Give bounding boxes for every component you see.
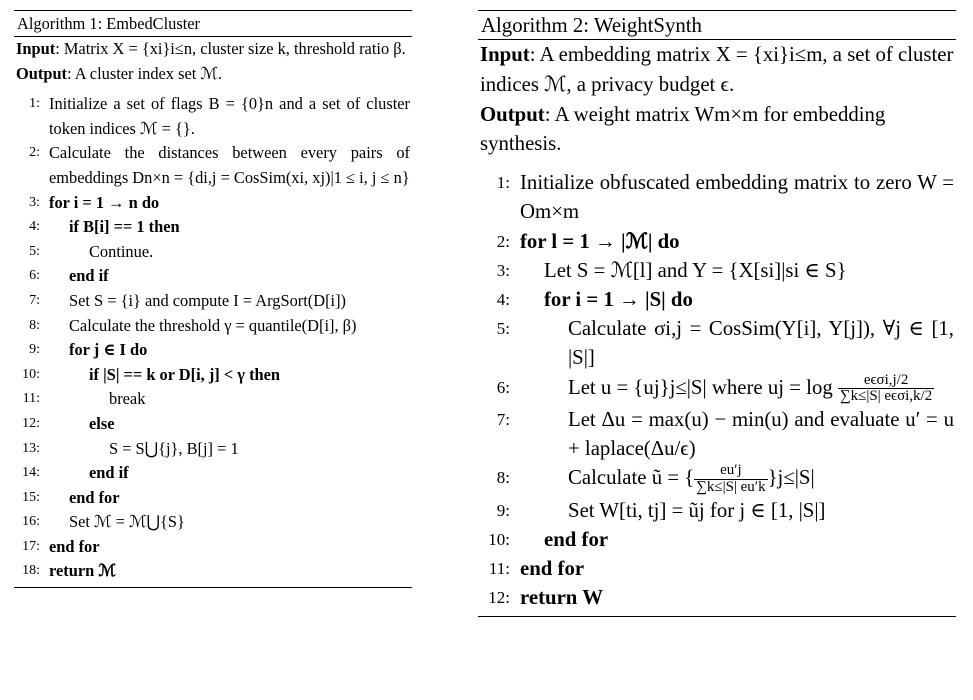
algorithm-line: [16, 240, 410, 265]
line-number: 14:: [22, 465, 40, 481]
line-text: [520, 525, 954, 554]
line-content: for l = 1 → |ℳ| do: [520, 229, 680, 253]
fraction-denominator: ∑k≤|S| eϵσi,k/2: [839, 388, 933, 405]
line-number: 10:: [22, 366, 40, 382]
line-content: return ℳ: [49, 561, 116, 581]
fraction-numerator: eu′j: [694, 463, 767, 480]
line-text: [49, 387, 410, 412]
line-text: [49, 510, 410, 535]
line-text: [520, 554, 954, 583]
line-number: 13:: [22, 440, 40, 456]
line-number: 1:: [29, 96, 40, 112]
line-number: 10:: [488, 530, 510, 550]
algorithm-line: [16, 215, 410, 240]
fraction-denominator: ∑k≤|S| eu′k: [696, 479, 766, 496]
line-text: [49, 215, 410, 240]
algorithm-title: Algorithm 1: EmbedCluster: [17, 14, 201, 33]
line-text: [520, 405, 954, 463]
line-content: Set ℳ = ℳ⋃{S}: [69, 512, 185, 532]
line-number: 17:: [22, 538, 40, 554]
algorithm-line: [480, 496, 954, 525]
line-text: [520, 314, 954, 372]
line-text: [49, 437, 410, 462]
line-text: [520, 373, 954, 405]
bottom-rule: [14, 587, 412, 588]
algorithm-line: [16, 314, 410, 339]
line-text: [49, 535, 410, 560]
line-content: Set S = {i} and compute I = ArgSort(D[i]): [69, 290, 347, 310]
line-text: [49, 191, 410, 216]
algorithm-line: [16, 264, 410, 289]
line-number: 16:: [22, 514, 40, 530]
algorithm-line: [480, 227, 954, 256]
line-number: 11:: [22, 391, 40, 407]
line-content: Calculate the threshold γ = quantile(D[i], β): [69, 315, 357, 335]
line-content: end for: [69, 487, 120, 507]
algorithm-line: [480, 314, 954, 372]
line-text: [49, 559, 410, 584]
line-text: [49, 486, 410, 511]
algorithm-line: [480, 285, 954, 314]
algorithm-line: [16, 486, 410, 511]
line-content: Let u = {uj}j≤|S| where uj = log: [568, 375, 833, 399]
line-content: end for: [520, 557, 585, 581]
algorithm-line: [16, 461, 410, 486]
line-content: end for: [544, 528, 609, 552]
algorithm-line: [16, 510, 410, 535]
algorithm-line: [480, 554, 954, 583]
line-content: if B[i] == 1 then: [69, 217, 180, 237]
algorithm-2-box: [478, 10, 956, 617]
algorithm-1-box: [14, 10, 412, 588]
algorithm-line: [16, 191, 410, 216]
line-content: return W: [520, 586, 603, 610]
fraction-numerator: eϵσi,j/2: [838, 373, 934, 390]
line-number: 1:: [496, 173, 510, 193]
line-text: [49, 314, 410, 339]
line-content: Let Δu = max(u) − min(u) and evaluate u′ = u + laplace(Δu/ϵ): [568, 408, 954, 461]
algorithm-line: [16, 92, 410, 141]
line-content: Calculate the distances between every pairs of embeddings Dn×n = {di,j = CosSim(xi, xj)|1 ≤ i, j ≤ n}: [49, 143, 410, 187]
line-content: for j ∈ I do: [69, 340, 148, 360]
line-number: 2:: [496, 231, 510, 251]
line-text: [49, 264, 410, 289]
line-number: 7:: [29, 292, 40, 308]
line-text: [49, 240, 410, 265]
line-text: [49, 461, 410, 486]
line-text: [49, 412, 410, 437]
fraction: [838, 373, 934, 405]
algorithm-line: [16, 387, 410, 412]
line-number: 15:: [22, 489, 40, 505]
line-text: [49, 141, 410, 190]
fraction-tail: }j≤|S|: [767, 466, 815, 490]
line-number: 4:: [496, 290, 510, 309]
line-content: Initialize a set of flags B = {0}n and a set of cluster token indices ℳ = {}.: [49, 94, 410, 138]
bottom-rule: [478, 616, 956, 617]
line-content: for i = 1 → n do: [49, 192, 160, 212]
algorithm-line: [16, 289, 410, 314]
line-number: 4:: [29, 219, 40, 235]
algorithm-line: [16, 412, 410, 437]
line-text: [49, 363, 410, 388]
line-content: Calculate σi,j = CosSim(Y[i], Y[j]), ∀j ∈ [1, |S|]: [568, 317, 954, 370]
algorithm-line: [480, 373, 954, 405]
line-number: 9:: [496, 500, 510, 520]
line-content: end if: [89, 463, 129, 483]
line-number: 3:: [29, 194, 40, 210]
line-text: [49, 289, 410, 314]
line-content: Let S = ℳ[l] and Y = {X[si]|si ∈ S}: [544, 258, 847, 282]
line-number: 6:: [29, 268, 40, 284]
line-number: 11:: [488, 559, 510, 579]
algorithm-input: Input: A embedding matrix X = {xi}i≤m, a set of cluster indices ℳ, a privacy budget ϵ.: [480, 43, 954, 96]
line-number: 8:: [29, 317, 40, 333]
line-text: [49, 338, 410, 363]
algorithm-steps: [480, 168, 954, 612]
line-number: 2:: [29, 145, 40, 161]
line-number: 8:: [496, 468, 510, 488]
algorithm-line: [16, 437, 410, 462]
line-content: end for: [49, 536, 100, 556]
line-content: else: [89, 413, 115, 433]
line-text: [520, 168, 954, 226]
line-content: if |S| == k or D[i, j] < γ then: [89, 364, 281, 384]
algorithm-line: [16, 338, 410, 363]
line-text: [520, 463, 954, 495]
algorithm-line: [480, 583, 954, 612]
line-text: [520, 496, 954, 525]
line-number: 12:: [488, 588, 510, 608]
algorithm-line: [480, 256, 954, 285]
line-content: end if: [69, 266, 109, 286]
line-text: [49, 92, 410, 141]
algorithm-line: [480, 168, 954, 226]
algorithm-line: [16, 559, 410, 584]
algorithm-line: [480, 463, 954, 495]
line-content: Continue.: [89, 241, 154, 261]
line-text: [520, 256, 954, 285]
line-text: [520, 285, 954, 314]
line-content: Initialize obfuscated embedding matrix to zero W = Om×m: [520, 171, 954, 224]
line-content: Set W[ti, tj] = ũj for j ∈ [1, |S|]: [568, 498, 826, 522]
line-number: 18:: [22, 563, 40, 579]
line-number: 3:: [496, 260, 510, 280]
line-content: for i = 1 → |S| do: [544, 288, 693, 311]
algorithm-line: [16, 363, 410, 388]
algorithm-output: Output: A cluster index set ℳ.: [16, 63, 223, 83]
line-text: [520, 227, 954, 256]
fraction: [694, 463, 767, 495]
algorithm-input: Input: Matrix X = {xi}i≤n, cluster size k, threshold ratio β.: [16, 39, 406, 58]
algorithm-line: [16, 535, 410, 560]
line-text: [520, 583, 954, 612]
algorithm-line: [480, 405, 954, 463]
algorithm-line: [480, 525, 954, 554]
line-number: 5:: [29, 243, 40, 259]
line-content: Calculate ũ = {: [568, 466, 695, 490]
algorithm-line: [16, 141, 410, 190]
line-content: S = S⋃{j}, B[j] = 1: [109, 438, 239, 458]
algorithm-output: Output: A weight matrix Wm×m for embedding synthesis.: [480, 102, 886, 156]
line-number: 6:: [496, 377, 510, 397]
algorithm-title: Algorithm 2: WeightSynth: [481, 14, 702, 37]
algorithm-steps: [16, 92, 410, 584]
line-content: break: [109, 389, 146, 409]
line-number: 9:: [29, 342, 40, 358]
line-number: 7:: [496, 410, 510, 430]
line-number: 12:: [22, 415, 40, 431]
line-number: 5:: [496, 319, 510, 339]
